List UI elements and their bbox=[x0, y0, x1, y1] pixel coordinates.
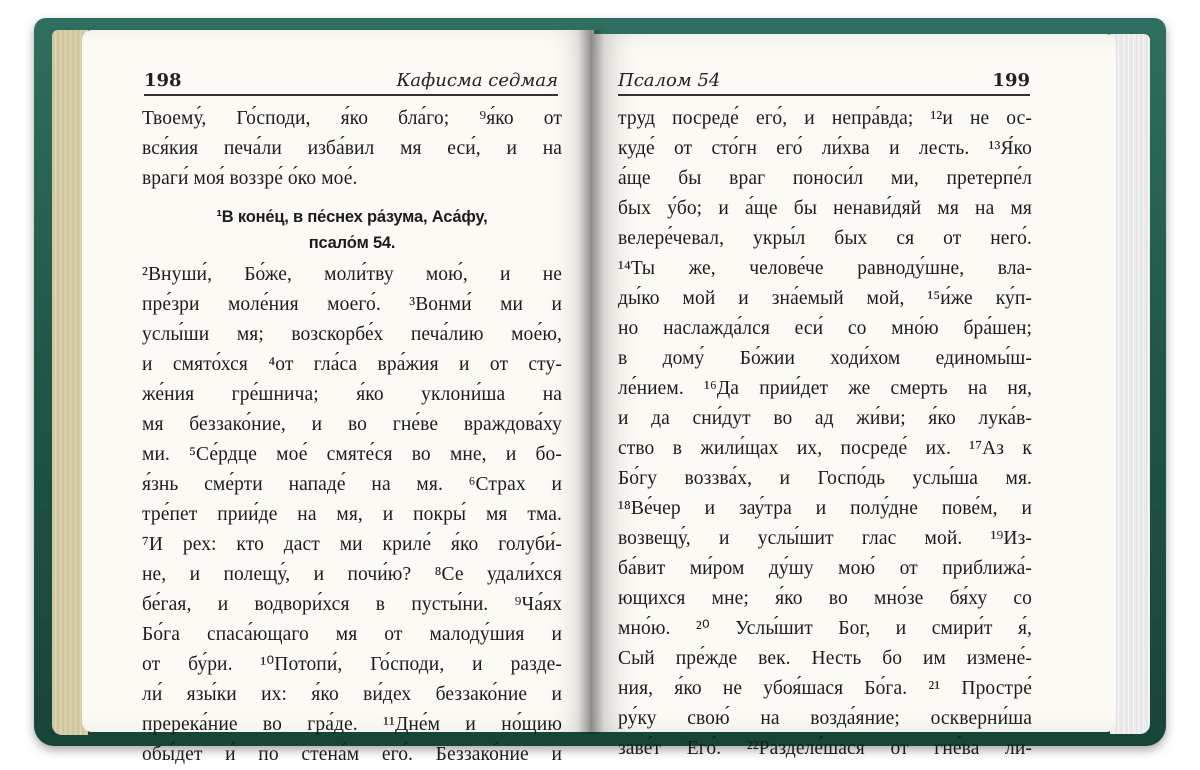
text-line: Бо́гу воззва́х, и Госпо́дь услы́ша мя. bbox=[618, 468, 1032, 489]
text-line: от бу́ри. ¹⁰Потопи́, Го́споди, и разде- bbox=[142, 654, 562, 675]
psalm-heading: ¹В коне́ц, в пе́снех ра́зума, Аса́фу, bbox=[216, 208, 488, 226]
running-header bbox=[144, 68, 558, 96]
left-page bbox=[82, 30, 594, 765]
text-line: ющихся мне; я́ко во мно́зе бя́ху со bbox=[618, 588, 1032, 609]
text-line: пре́зри моле́ния моего́. ³Вонми́ ми и bbox=[142, 294, 562, 315]
text-line: ⁷И рех: кто даст ми криле́ я́ко голуби́- bbox=[142, 534, 562, 555]
text-line: мя беззако́ние, и во гне́ве враждова́ху bbox=[142, 414, 562, 435]
text-line: велере́чевал, укры́л бых ся от него́. bbox=[618, 228, 1032, 249]
text-line: ба́вит ми́ром ду́шу мою́ от приближа́- bbox=[618, 558, 1032, 579]
page-text bbox=[142, 104, 562, 770]
text-line: ство в жили́щах их, посреде́ их. ¹⁷Аз к bbox=[618, 438, 1032, 459]
text-line: мно́ю. ²⁰ Услы́шит Бог, и смири́т я́, bbox=[618, 618, 1032, 639]
text-line: не, и полещу́, и почи́ю? ⁸Се удали́хся bbox=[142, 564, 562, 585]
running-title: Кафисма седмая bbox=[396, 70, 558, 91]
page-number: 198 bbox=[144, 70, 182, 91]
text-line: возвещу́, и услы́шит глас мой. ¹⁹Из- bbox=[618, 528, 1032, 549]
text-line: ²Внуши́, Бо́же, моли́тву мою́, и не bbox=[142, 264, 562, 285]
text-line: ми. ⁵Се́рдце мое́ смяте́ся во мне, и бо- bbox=[142, 444, 562, 465]
right-page bbox=[590, 34, 1116, 759]
psalm-heading: псало́м 54. bbox=[308, 234, 396, 252]
text-line: ¹⁴Ты же, челове́че равноду́шне, вла- bbox=[618, 258, 1032, 279]
page-edges-right bbox=[1110, 34, 1150, 734]
page-text bbox=[618, 104, 1032, 764]
text-line: ния, я́ко не убоя́шася Бо́га. ²¹ Простре́ bbox=[618, 678, 1032, 699]
text-line: же́ния гре́шнича; я́ко уклони́ша на bbox=[142, 384, 562, 405]
text-line: и да сни́дут во ад жи́ви; я́ко лука́в- bbox=[618, 408, 1032, 429]
text-line: и смято́хся ⁴от гла́са вра́жия и от сту- bbox=[142, 354, 562, 375]
text-line: враги́ моя́ воззре́ о́ко мое́. bbox=[142, 168, 358, 189]
text-line: заве́т Его́. ²²Разделе́шася от гне́ва ли- bbox=[618, 738, 1032, 759]
text-line: ли́ язы́ки их: я́ко ви́дех беззако́ние и bbox=[142, 684, 562, 705]
running-title: Псалом 54 bbox=[618, 70, 721, 91]
text-line: ¹⁸Ве́чер и зау́тра и полу́дне пове́м, и bbox=[618, 498, 1032, 519]
page-number: 199 bbox=[992, 70, 1030, 91]
text-line: пререка́ние во гра́де. ¹¹Дне́м и но́щию bbox=[142, 714, 562, 735]
text-line: бе́гая, и водвори́хся в пусты́ни. ⁹Ча́ях bbox=[142, 594, 562, 615]
text-line: обы́дет и́ по стена́м его́. Беззако́ние и bbox=[142, 744, 562, 765]
text-line: Сый пре́жде век. Несть бо им измене́- bbox=[618, 648, 1032, 669]
text-line: Твоему́, Го́споди, я́ко бла́го; ⁹я́ко от bbox=[142, 108, 562, 129]
text-line: труд посреде́ его́, и непра́вда; ¹²и не ос- bbox=[618, 108, 1032, 129]
text-line: ле́нием. ¹⁶Да прии́дет же смерть на ня, bbox=[618, 378, 1032, 399]
text-line: Бо́га спаса́ющаго мя от малоду́шия и bbox=[142, 624, 562, 645]
text-line: бых у́бо; и а́ще бы ненави́дяй мя на мя bbox=[618, 198, 1032, 219]
text-line: ру́ку свою́ на возда́яние; оскверни́ша bbox=[618, 708, 1032, 729]
text-line: а́ще бы враг поноси́л ми, претерпе́л bbox=[618, 168, 1032, 189]
text-line: услы́ши мя; возскорбе́х печа́лию мое́ю, bbox=[142, 324, 562, 345]
text-line: тре́пет прии́де на мя, и покры́ мя тма. bbox=[142, 504, 562, 525]
text-line: но наслажда́лся еси́ со мно́ю бра́шен; bbox=[618, 318, 1032, 339]
text-line: ды́ко мой и зна́емый мой, ¹⁵и́же ку́п- bbox=[618, 288, 1032, 309]
running-header bbox=[618, 68, 1030, 96]
text-line: я́знь сме́рти нападе́ на мя. ⁶Страх и bbox=[142, 474, 562, 495]
text-line: куде́ от сто́гн его́ ли́хва и лесть. ¹³Я́ко bbox=[618, 138, 1032, 159]
text-line: в дому́ Бо́жии ходи́хом единомы́ш- bbox=[618, 348, 1032, 369]
text-line: вся́кия печа́ли изба́вил мя еси́, и на bbox=[142, 138, 562, 159]
